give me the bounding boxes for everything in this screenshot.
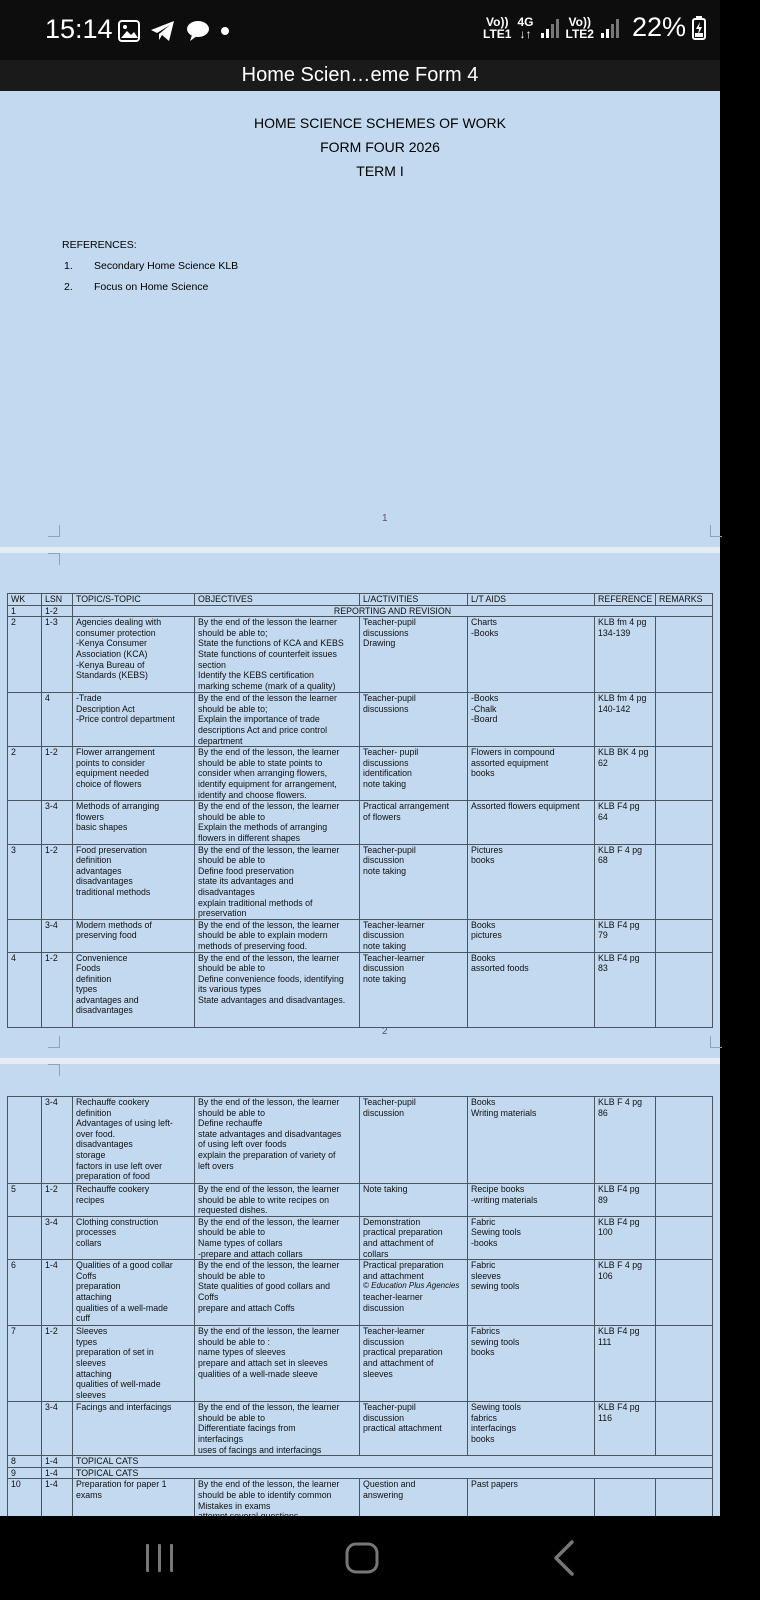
cell-lsn: 3-4 bbox=[42, 919, 73, 952]
table-row bbox=[8, 919, 713, 952]
page-corner-mark bbox=[48, 525, 60, 537]
reference-item: 1. Secondary Home Science KLB bbox=[64, 260, 239, 272]
cell-reference: KLB F4 pg 79 bbox=[595, 919, 656, 952]
cell-activities: Teacher-learner discussion note taking bbox=[360, 919, 468, 952]
page-corner-mark bbox=[710, 525, 722, 537]
header-wk: WK bbox=[8, 594, 42, 606]
notification-icons bbox=[118, 20, 230, 42]
cell-activities: Teacher-pupil discussion bbox=[360, 1097, 468, 1184]
table-header-row bbox=[8, 594, 713, 606]
table-row bbox=[8, 1402, 713, 1456]
table-row bbox=[8, 1260, 713, 1326]
cell-remarks bbox=[656, 919, 713, 952]
signal-1-icon bbox=[540, 17, 560, 39]
cell-aids: Fabric sleeves sewing tools bbox=[468, 1260, 595, 1326]
cell-activities: Question and answering bbox=[360, 1479, 468, 1522]
cell-topic: Rechauffe cookery recipes bbox=[73, 1184, 195, 1217]
cell-topic: Food preservation definition advantages disadvantages traditional methods bbox=[73, 844, 195, 919]
cell-aids: Charts -Books bbox=[468, 617, 595, 693]
back-button[interactable] bbox=[550, 1538, 578, 1578]
cell-lsn: 1-3 bbox=[42, 617, 73, 693]
activity-text: Practical preparation and attachment bbox=[363, 1260, 444, 1281]
cell-wk: 2 bbox=[8, 617, 42, 693]
cell-objectives: By the end of the lesson, the learner should be able to identify common Mistakes in exams bbox=[195, 1479, 360, 1522]
cell-aids: Fabric Sewing tools -books bbox=[468, 1216, 595, 1259]
cell-reference: KLB fm 4 pg 140-142 bbox=[595, 693, 656, 747]
cell-activities: Note taking bbox=[360, 1184, 468, 1217]
cell-reference: KLB F4 pg 116 bbox=[595, 1402, 656, 1456]
cell-wk: 6 bbox=[8, 1260, 42, 1326]
cell-activities: Teacher-pupil discussions Drawing bbox=[360, 617, 468, 693]
cell-lsn: 1-4 bbox=[42, 1467, 73, 1479]
reference-item: 2. Focus on Home Science bbox=[64, 281, 209, 293]
cell-topic: Agencies dealing with consumer protection -Kenya Consumer Association (KCA) -Kenya Bureau of Standards (KEBS) bbox=[73, 617, 195, 693]
cell-span: TOPICAL CATS bbox=[73, 1467, 713, 1479]
table-row bbox=[8, 1184, 713, 1217]
cell-remarks bbox=[656, 1097, 713, 1184]
cell-lsn: 1-2 bbox=[42, 1184, 73, 1217]
table-row bbox=[8, 1097, 713, 1184]
cell-topic: Sleeves types preparation of set in sleeves attaching qualities of well-made sleeves bbox=[73, 1326, 195, 1402]
cell-aids: Books pictures bbox=[468, 919, 595, 952]
page-number: 1 bbox=[382, 513, 388, 524]
table-row bbox=[8, 747, 713, 801]
cell-wk: 1 bbox=[8, 605, 42, 617]
page-corner-mark bbox=[48, 1064, 60, 1076]
cell-objectives: By the end of the lesson, the learner should be able to Define convenience foods, identifying its various types State advantages and disadvantages. bbox=[195, 952, 360, 1027]
document-subheading: FORM FOUR 2026 bbox=[320, 139, 440, 155]
cell-remarks bbox=[656, 1184, 713, 1217]
cell-aids: Recipe books -writing materials bbox=[468, 1184, 595, 1217]
cell-reference: KLB BK 4 pg 62 bbox=[595, 747, 656, 801]
cell-objectives: By the end of the lesson, the learner should be able to write recipes on requested dishes. bbox=[195, 1184, 360, 1217]
cell-wk: 2 bbox=[8, 747, 42, 801]
page-separator bbox=[0, 547, 720, 553]
cell-activities: Teacher- pupil discussions identification note taking bbox=[360, 747, 468, 801]
table-row bbox=[8, 693, 713, 747]
cell-lsn: 3-4 bbox=[42, 1097, 73, 1184]
cell-remarks bbox=[656, 617, 713, 693]
cell-remarks bbox=[656, 1260, 713, 1326]
cell-reference: KLB fm 4 pg 134-139 bbox=[595, 617, 656, 693]
cell-topic: Convenience Foods definition types advantages and disadvantages bbox=[73, 952, 195, 1027]
cell-activities: Teacher-pupil discussion practical attachment bbox=[360, 1402, 468, 1456]
cell-topic: Rechauffe cookery definition Advantages of using left- over food. disadvantages storage factors in use left over preparation of food bbox=[73, 1097, 195, 1184]
cell-objectives: By the end of the lesson, the learner should be able to Explain the methods of arranging flowers in different shapes bbox=[195, 801, 360, 844]
cell-objectives: By the end of the lesson the learner should be able to; Explain the importance of trade descriptions Act and price control department bbox=[195, 693, 360, 747]
cell-topic: Methods of arranging flowers basic shapes bbox=[73, 801, 195, 844]
cell-lsn: 1-2 bbox=[42, 747, 73, 801]
cell-span: REPORTING AND REVISION bbox=[73, 605, 713, 617]
cell-reference: KLB F4 pg 111 bbox=[595, 1326, 656, 1402]
recent-apps-button[interactable] bbox=[144, 1538, 176, 1578]
header-activities: L/ACTIVITIES bbox=[360, 594, 468, 606]
cell-remarks bbox=[656, 1402, 713, 1456]
cell-lsn: 1-2 bbox=[42, 844, 73, 919]
cell-objectives: By the end of the lesson, the learner should be able to State qualities of good collars and Coffs prepare and attach Coffs bbox=[195, 1260, 360, 1326]
cell-lsn: 1-2 bbox=[42, 952, 73, 1027]
cell-reference: KLB F4 pg 64 bbox=[595, 801, 656, 844]
cell-wk: 9 bbox=[8, 1467, 42, 1479]
table-row bbox=[8, 617, 713, 693]
table-row bbox=[8, 605, 713, 617]
sim2-label: Vo)) LTE2 bbox=[565, 14, 594, 41]
cell-reference: KLB F 4 pg 106 bbox=[595, 1260, 656, 1326]
cell-lsn: 1-2 bbox=[42, 1326, 73, 1402]
navigation-bar bbox=[0, 1516, 720, 1600]
cell-lsn: 3-4 bbox=[42, 801, 73, 844]
cell-lsn: 1-4 bbox=[42, 1260, 73, 1326]
cell-aids: Sewing tools fabrics interfacings books bbox=[468, 1402, 595, 1456]
cell-wk bbox=[8, 693, 42, 747]
cell-remarks bbox=[656, 1326, 713, 1402]
cell-reference: KLB F4 pg 83 bbox=[595, 952, 656, 1027]
cell-objectives: By the end of the lesson, the learner should be able to Define rechauffe state advantages and disadvantages of using left over foods explain the preparation of variety of left overs bbox=[195, 1097, 360, 1184]
signal-2-icon bbox=[600, 17, 620, 39]
document-term: TERM I bbox=[356, 163, 404, 179]
page-corner-mark bbox=[48, 1036, 60, 1048]
cell-lsn: 1-2 bbox=[42, 605, 73, 617]
header-topic: TOPIC/S-TOPIC bbox=[73, 594, 195, 606]
document-viewer[interactable] bbox=[0, 91, 720, 1516]
cell-wk bbox=[8, 1402, 42, 1456]
activity-text: teacher-learner discussion bbox=[363, 1291, 423, 1313]
cell-objectives: By the end of the lesson, the learner should be able to state points to consider when arranging flowers, identify equipment for arrangement, identify and choose flowers. bbox=[195, 747, 360, 801]
references-label: REFERENCES: bbox=[62, 239, 137, 251]
cell-wk bbox=[8, 1097, 42, 1184]
table-row bbox=[8, 801, 713, 844]
header-objectives: OBJECTIVES bbox=[195, 594, 360, 606]
cell-aids: Assorted flowers equipment bbox=[468, 801, 595, 844]
cell-topic: Facings and interfacings bbox=[73, 1402, 195, 1456]
header-lsn: LSN bbox=[42, 594, 73, 606]
header-remarks: REMARKS bbox=[656, 594, 713, 606]
cell-wk bbox=[8, 919, 42, 952]
cell-topic: Qualities of a good collar Coffs preparation attaching qualities of a well-made cuff bbox=[73, 1260, 195, 1326]
network-4g-label: 4G ↓↑ bbox=[517, 14, 534, 41]
cell-wk bbox=[8, 801, 42, 844]
chat-bubble-icon bbox=[186, 20, 210, 42]
cell-topic: Modern methods of preserving food bbox=[73, 919, 195, 952]
cell-reference: KLB F 4 pg 86 bbox=[595, 1097, 656, 1184]
watermark-text: © Education Plus Agencies bbox=[363, 1281, 460, 1291]
cell-wk: 7 bbox=[8, 1326, 42, 1402]
clock: 15:14 bbox=[45, 14, 113, 44]
scheme-table-page-2 bbox=[7, 593, 713, 1028]
cell-aids: Past papers bbox=[468, 1479, 595, 1522]
table-row bbox=[8, 1326, 713, 1402]
table-row bbox=[8, 1467, 713, 1479]
cell-aids: Books assorted foods bbox=[468, 952, 595, 1027]
gallery-icon bbox=[118, 20, 140, 42]
references-section bbox=[62, 239, 238, 302]
cell-reference: KLB F4 pg 100 bbox=[595, 1216, 656, 1259]
cell-lsn: 4 bbox=[42, 693, 73, 747]
cell-lsn: 1-4 bbox=[42, 1479, 73, 1522]
cell-objectives: By the end of the lesson, the learner should be able to Name types of collars -prepare and attach collars bbox=[195, 1216, 360, 1259]
cell-span: TOPICAL CATS bbox=[73, 1456, 713, 1468]
page-number: 2 bbox=[382, 1026, 388, 1037]
cell-wk: 3 bbox=[8, 844, 42, 919]
cell-objectives: By the end of the lesson, the learner should be able to Differentiate facings from interfacings uses of facings and interfacings bbox=[195, 1402, 360, 1456]
cell-wk: 10 bbox=[8, 1479, 42, 1522]
header-aids: L/T AIDS bbox=[468, 594, 595, 606]
cell-activities: Demonstration practical preparation and attachment of collars bbox=[360, 1216, 468, 1259]
document-heading: HOME SCIENCE SCHEMES OF WORK bbox=[253, 115, 507, 131]
status-bar bbox=[0, 0, 720, 60]
table-row bbox=[8, 952, 713, 1027]
cell-objectives: By the end of the lesson, the learner should be able to : name types of sleeves prepare and attach set in sleeves qualities of a well-made sleeve bbox=[195, 1326, 360, 1402]
document-title-bar[interactable]: Home Scien…eme Form 4 bbox=[0, 60, 720, 91]
cell-wk: 5 bbox=[8, 1184, 42, 1217]
battery-percent: 22% bbox=[631, 12, 686, 42]
cell-aids: Pictures books bbox=[468, 844, 595, 919]
page-corner-mark bbox=[48, 553, 60, 565]
cell-wk: 8 bbox=[8, 1456, 42, 1468]
cell-remarks bbox=[656, 747, 713, 801]
cell-objectives: By the end of the lesson the learner should be able to; State the functions of KCA and KEBS State functions of counterfeit issues section Identify the KEBS certification marking scheme (mark of a quality) bbox=[195, 617, 360, 693]
page-separator bbox=[0, 1058, 720, 1064]
battery-charging-icon bbox=[692, 16, 706, 40]
sim1-label: Vo)) LTE1 bbox=[483, 14, 512, 41]
cell-aids: -Books -Chalk -Board bbox=[468, 693, 595, 747]
header-reference: REFERENCE bbox=[595, 594, 656, 606]
dot-icon bbox=[220, 26, 230, 36]
telegram-icon bbox=[150, 20, 176, 42]
cell-activities bbox=[360, 1260, 468, 1326]
cell-remarks bbox=[656, 693, 713, 747]
table-row bbox=[8, 844, 713, 919]
home-button[interactable] bbox=[344, 1538, 380, 1578]
cell-topic: -Trade Description Act -Price control department bbox=[73, 693, 195, 747]
table-row bbox=[8, 1456, 713, 1468]
cell-objectives: By the end of the lesson, the learner should be able to explain modern methods of preserving food. bbox=[195, 919, 360, 952]
cell-objectives: By the end of the lesson, the learner should be able to Define food preservation state its advantages and disadvantages explain traditional methods of preservation bbox=[195, 844, 360, 919]
cell-aids: Books Writing materials bbox=[468, 1097, 595, 1184]
cell-aids: Flowers in compound assorted equipment books bbox=[468, 747, 595, 801]
cell-activities: Teacher-learner discussion note taking bbox=[360, 952, 468, 1027]
cell-topic: Preparation for paper 1 exams bbox=[73, 1479, 195, 1522]
cell-topic: Flower arrangement points to consider equipment needed choice of flowers bbox=[73, 747, 195, 801]
cell-remarks bbox=[656, 844, 713, 919]
cell-remarks bbox=[656, 801, 713, 844]
cell-reference: KLB F4 pg 89 bbox=[595, 1184, 656, 1217]
scheme-table-page-3 bbox=[7, 1096, 713, 1523]
cell-wk: 4 bbox=[8, 952, 42, 1027]
cell-lsn: 1-4 bbox=[42, 1456, 73, 1468]
cell-remarks bbox=[656, 1216, 713, 1259]
cell-wk bbox=[8, 1216, 42, 1259]
cell-aids: Fabrics sewing tools books bbox=[468, 1326, 595, 1402]
system-status bbox=[483, 12, 706, 43]
cell-topic: Clothing construction processes collars bbox=[73, 1216, 195, 1259]
cell-remarks bbox=[656, 952, 713, 1027]
cell-activities: Teacher-learner discussion practical preparation and attachment of sleeves bbox=[360, 1326, 468, 1402]
cell-lsn: 3-4 bbox=[42, 1216, 73, 1259]
page-corner-mark bbox=[710, 1036, 722, 1048]
cell-lsn: 3-4 bbox=[42, 1402, 73, 1456]
cell-reference: KLB F 4 pg 68 bbox=[595, 844, 656, 919]
cell-activities: Teacher-pupil discussion note taking bbox=[360, 844, 468, 919]
cell-activities: Teacher-pupil discussions bbox=[360, 693, 468, 747]
table-row bbox=[8, 1216, 713, 1259]
cell-activities: Practical arrangement of flowers bbox=[360, 801, 468, 844]
